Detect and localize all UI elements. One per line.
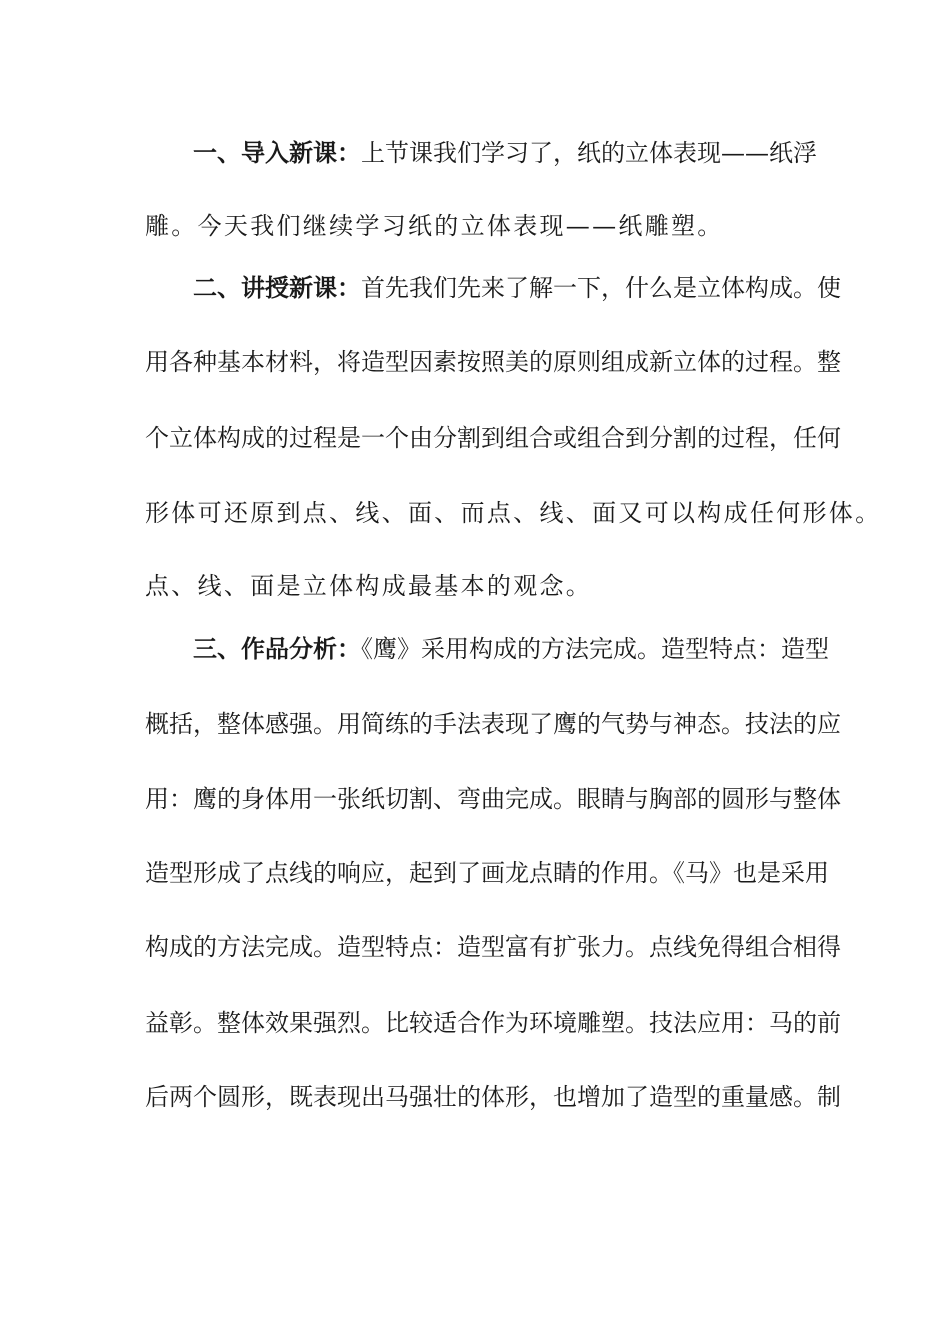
- section-1-heading: 一、导入新课：: [193, 138, 361, 167]
- section-1-line-1: 上节课我们学习了，纸的立体表现——纸浮: [361, 139, 817, 167]
- section-3-line-6: 益彰。整体效果强烈。比较适合作为环境雕塑。技法应用：马的前: [145, 1009, 841, 1037]
- section-3-first-line: [193, 629, 829, 669]
- section-3-line-2: 概括，整体感强。用简练的手法表现了鹰的气势与神态。技法的应: [145, 710, 841, 738]
- section-2-line-2: 用各种基本材料，将造型因素按照美的原则组成新立体的过程。整: [145, 348, 841, 376]
- section-3-line-1: 《鹰》采用构成的方法完成。造型特点：造型: [361, 635, 829, 663]
- section-3-line-7: 后两个圆形，既表现出马强壮的体形，也增加了造型的重量感。制: [145, 1083, 841, 1111]
- section-2-line-4: 形体可还原到点、线、面、而点、线、面又可以构成任何形体。: [145, 499, 882, 527]
- section-3-heading: 三、作品分析：: [193, 634, 361, 663]
- section-2-heading: 二、讲授新课：: [193, 273, 361, 302]
- section-1-line-2: 雕。今天我们继续学习纸的立体表现——纸雕塑。: [145, 212, 724, 240]
- section-3-line-4: 造型形成了点线的响应，起到了画龙点睛的作用。《马》也是采用: [145, 859, 829, 887]
- section-2-first-line: [193, 268, 841, 308]
- section-2-line-1: 首先我们先来了解一下，什么是立体构成。使: [361, 274, 841, 302]
- section-3-line-3: 用：鹰的身体用一张纸切割、弯曲完成。眼睛与胸部的圆形与整体: [145, 785, 841, 813]
- section-1-first-line: [193, 133, 817, 173]
- section-2-line-3: 个立体构成的过程是一个由分割到组合或组合到分割的过程，任何: [145, 424, 841, 452]
- section-2-line-5: 点、线、面是立体构成最基本的观念。: [145, 572, 593, 600]
- section-3-line-5: 构成的方法完成。造型特点：造型富有扩张力。点线免得组合相得: [145, 933, 841, 961]
